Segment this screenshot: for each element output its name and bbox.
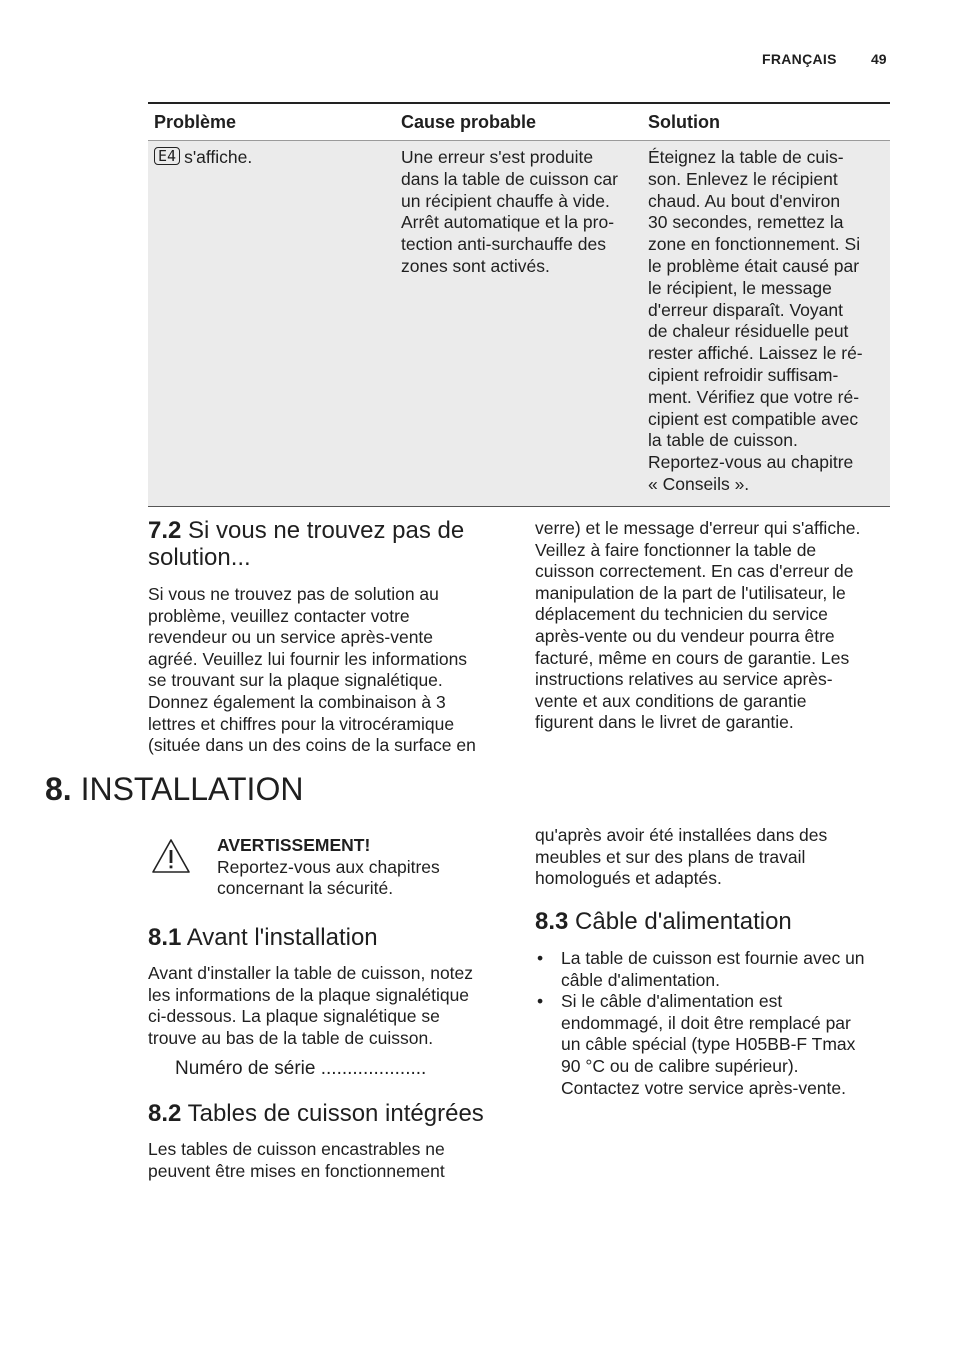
chapter-heading <box>45 771 303 807</box>
column-header-problem: Problème <box>154 111 237 132</box>
cause-line: dans la table de cuisson car <box>401 168 618 189</box>
section-8-1-body <box>148 963 518 1049</box>
warning-title: AVERTISSEMENT! <box>217 835 371 855</box>
paragraph-line: instructions relatives au service après- <box>535 669 833 690</box>
section-title: Tables de cuisson intégrées <box>187 1100 484 1127</box>
section-number: 8.3 <box>535 908 569 935</box>
list-item-line: câble d'alimentation. <box>561 969 720 990</box>
section-7-2-heading <box>148 517 518 571</box>
solution-line: son. Enlevez le récipient <box>648 168 838 189</box>
list-item-line: 90 °C ou de calibre supérieur). <box>561 1055 799 1076</box>
solution-line: « Conseils ». <box>648 473 750 494</box>
section-8-2-body-left <box>148 1139 518 1182</box>
paragraph-line: agréé. Veuillez lui fournir les informations <box>148 648 468 669</box>
list-item-line: endommagé, il doit être remplacé par <box>561 1012 851 1033</box>
page-number: 49 <box>871 51 887 67</box>
paragraph-line: cuisson correctement. En cas d'erreur de <box>535 561 854 582</box>
language-label: FRANÇAIS <box>762 51 837 67</box>
solution-line: d'erreur disparaît. Voyant <box>648 299 843 320</box>
section-title: Câble d'alimentation <box>575 908 792 935</box>
troubleshooting-table <box>148 102 890 507</box>
solution-line: zone en fonctionnement. Si <box>648 234 861 255</box>
paragraph-line: vente et aux conditions de garantie <box>535 690 807 711</box>
paragraph-line: Avant d'installer la table de cuisson, notez <box>148 963 474 983</box>
table-row <box>148 141 890 507</box>
solution-cell <box>648 141 890 496</box>
cause-line: Une erreur s'est produite <box>401 147 594 167</box>
column-header-solution: Solution <box>648 111 720 132</box>
paragraph-line: déplacement du technicien du service <box>535 604 828 625</box>
warning-line: Reportez-vous aux chapitres <box>217 856 440 877</box>
paragraph-line: figurent dans le livret de garantie. <box>535 712 794 733</box>
paragraph-line: qu'après avoir été installées dans des <box>535 825 828 845</box>
list-item-line: Contactez votre service après-vente. <box>561 1077 846 1098</box>
solution-line: la table de cuisson. <box>648 430 798 451</box>
chapter-title: INSTALLATION <box>80 771 304 807</box>
solution-line: cipient est compatible avec <box>648 408 859 429</box>
solution-line: le problème était causé par <box>648 255 860 276</box>
section-7-2-body-left <box>148 584 518 757</box>
cause-cell <box>401 141 648 496</box>
paragraph-line: revendeur ou un service après-vente <box>148 627 434 648</box>
section-8-3-body <box>535 948 900 1099</box>
section-title-continued: solution... <box>148 544 251 571</box>
paragraph-line: Si vous ne trouvez pas de solution au <box>148 584 439 604</box>
cause-line: zones sont activés. <box>401 255 550 276</box>
section-number: 8.1 <box>148 924 182 951</box>
column-header-cause: Cause probable <box>401 111 537 132</box>
paragraph-line: meubles et sur des plans de travail <box>535 846 806 867</box>
paragraph-line: Les tables de cuisson encastrables ne <box>148 1139 445 1159</box>
table-header-row <box>148 104 890 141</box>
paragraph-line: ci-dessous. La plaque signalétique se <box>148 1006 440 1027</box>
warning-text <box>217 835 517 900</box>
paragraph-line: les informations de la plaque signalétique <box>148 984 470 1005</box>
cause-line: un récipient chauffe à vide. <box>401 190 610 211</box>
problem-cell <box>148 141 401 496</box>
serial-number-field: Numéro de série .................... <box>175 1058 427 1079</box>
section-8-3-heading <box>535 908 792 935</box>
paragraph-line: Veillez à faire fonctionner la table de <box>535 539 817 560</box>
list-item-line: • Si le câble d'alimentation est <box>561 991 783 1012</box>
list-item <box>535 948 900 991</box>
warning-triangle-icon <box>151 838 191 879</box>
solution-line: de chaleur résiduelle peut <box>648 321 849 342</box>
bullet-list <box>535 948 900 1099</box>
section-7-2-body-right <box>535 518 895 734</box>
section-title: Si vous ne trouvez pas de <box>188 517 465 544</box>
paragraph-line: peuvent être mises en fonctionnement <box>148 1160 445 1181</box>
section-number: 8.2 <box>148 1100 182 1127</box>
paragraph-line: trouve au bas de la table de cuisson. <box>148 1027 434 1048</box>
solution-line: ment. Vérifiez que votre ré- <box>648 386 860 407</box>
paragraph-line: facturé, même en cours de garantie. Les <box>535 647 850 668</box>
section-8-1-heading <box>148 924 378 951</box>
paragraph-line: (située dans un des coins de la surface en <box>148 735 476 756</box>
paragraph-line: lettres et chiffres pour la vitrocéramique <box>148 713 455 734</box>
cause-line: Arrêt automatique et la pro- <box>401 212 615 233</box>
paragraph-line: Donnez également la combinaison à 3 <box>148 691 446 712</box>
solution-line: le récipient, le message <box>648 277 832 298</box>
solution-line: cipient refroidir suffisam- <box>648 364 839 385</box>
solution-line: Reportez-vous au chapitre <box>648 452 854 473</box>
paragraph-line: problème, veuillez contacter votre <box>148 605 410 626</box>
chapter-number: 8. <box>45 771 72 807</box>
section-8-2-body-right <box>535 825 895 890</box>
solution-line: chaud. Au bout d'environ <box>648 190 841 211</box>
solution-line: 30 secondes, remettez la <box>648 212 844 233</box>
list-item-line: un câble spécial (type H05BB-F Tmax <box>561 1034 856 1055</box>
list-item-line: • La table de cuisson est fournie avec un <box>561 948 865 968</box>
paragraph-line: verre) et le message d'erreur qui s'affiche. <box>535 518 861 538</box>
section-number: 7.2 <box>148 517 182 544</box>
paragraph-line: homologués et adaptés. <box>535 868 722 889</box>
paragraph-line: manipulation de la part de l'utilisateur, le <box>535 582 846 603</box>
section-8-2-heading <box>148 1100 484 1127</box>
section-title: Avant l'installation <box>186 924 378 951</box>
solution-line: rester affiché. Laissez le ré- <box>648 343 863 364</box>
solution-line: Éteignez la table de cuis- <box>648 147 844 167</box>
list-item <box>535 991 900 1099</box>
error-code-display: E4 <box>154 147 180 165</box>
warning-line: concernant la sécurité. <box>217 878 394 899</box>
paragraph-line: se trouvant sur la plaque signalétique. <box>148 670 443 691</box>
paragraph-line: après-vente ou du vendeur pourra être <box>535 625 835 646</box>
cause-line: tection anti-surchauffe des <box>401 234 606 255</box>
problem-text: s'affiche. <box>184 147 253 167</box>
